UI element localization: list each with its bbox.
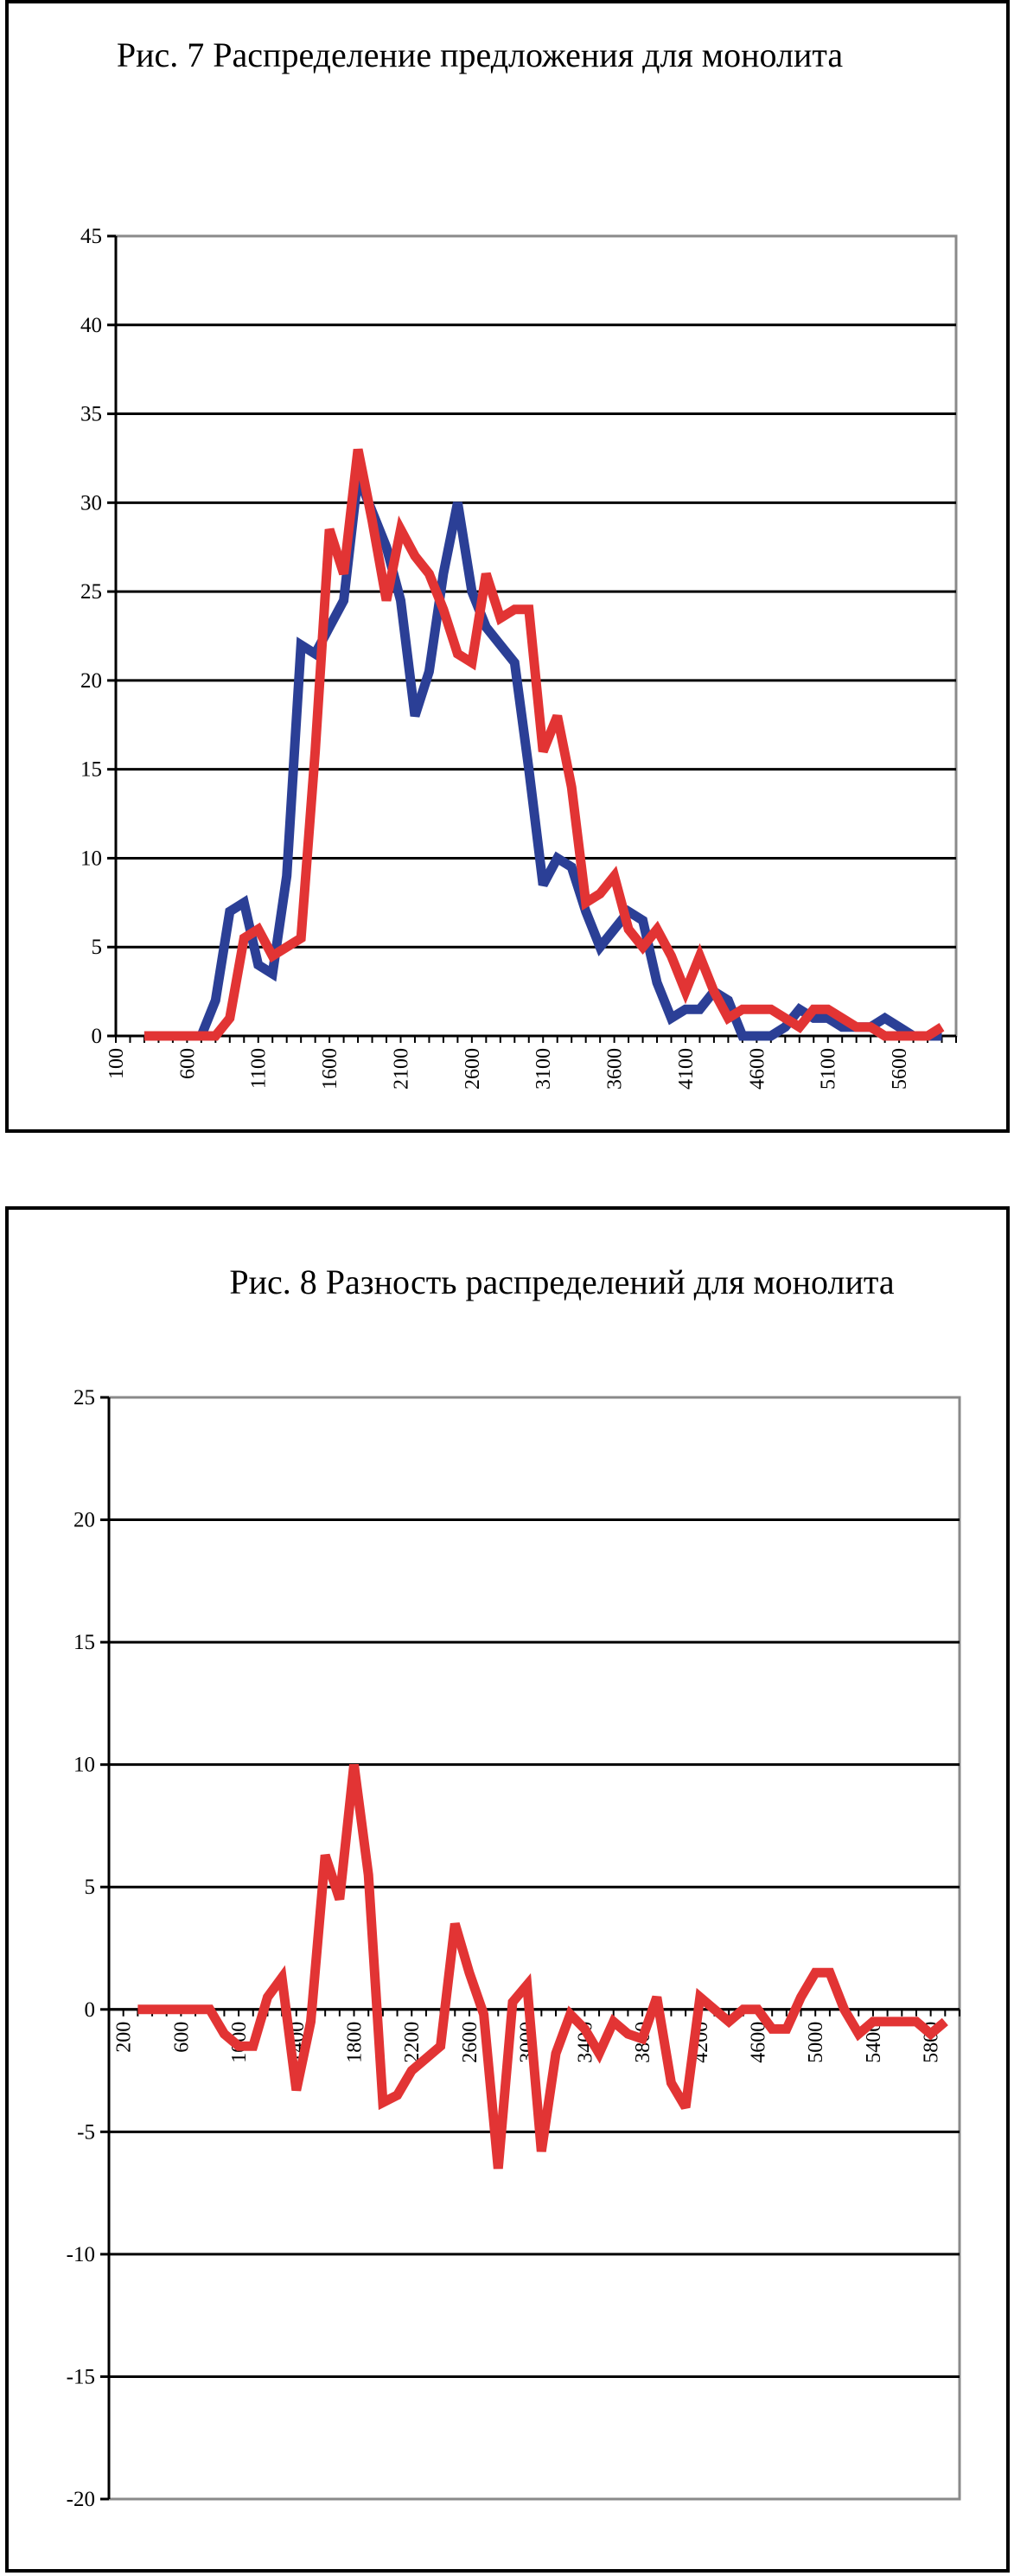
x-tick-label: 200 <box>112 2021 136 2053</box>
x-tick-label: 3400 <box>574 2021 597 2063</box>
x-tick-label: 600 <box>176 1048 200 1079</box>
x-tick-label: 3800 <box>632 2021 655 2063</box>
y-tick-label: 15 <box>73 1631 95 1655</box>
x-tick-label: 2600 <box>461 1048 484 1090</box>
x-tick-label: 2100 <box>390 1048 413 1090</box>
y-tick-label: -5 <box>77 2120 95 2145</box>
x-tick-label: 1000 <box>228 2021 252 2063</box>
y-tick-label: -10 <box>66 2242 95 2266</box>
y-tick-label: 5 <box>91 936 102 960</box>
x-tick-label: 3600 <box>603 1048 627 1090</box>
x-tick-label: 5600 <box>889 1048 912 1090</box>
x-tick-label: 5100 <box>817 1048 840 1090</box>
x-tick-label: 4100 <box>674 1048 698 1090</box>
plot-area <box>109 1397 960 2499</box>
x-tick-label: 2200 <box>401 2021 424 2063</box>
y-tick-label: 40 <box>80 313 102 337</box>
x-tick-label: 2600 <box>458 2021 481 2063</box>
chart-title: Рис. 7 Распределение предложения для монолита <box>116 35 844 74</box>
y-tick-label: -15 <box>66 2365 95 2389</box>
x-tick-label: 1600 <box>319 1048 342 1090</box>
y-tick-label: 25 <box>73 1386 95 1409</box>
x-tick-label: 5000 <box>805 2021 828 2063</box>
x-tick-label: 1400 <box>285 2021 309 2063</box>
y-tick-label: 10 <box>80 847 102 871</box>
x-tick-label: 4200 <box>689 2021 712 2063</box>
y-tick-label: 0 <box>91 1025 102 1048</box>
y-tick-label: 5 <box>84 1876 95 1900</box>
x-tick-label: 5800 <box>920 2021 943 2063</box>
x-tick-label: 3100 <box>533 1048 556 1090</box>
y-tick-label: 0 <box>84 1998 95 2022</box>
y-tick-label: 10 <box>73 1753 95 1777</box>
y-tick-label: 25 <box>80 580 102 604</box>
y-tick-label: 45 <box>80 225 102 248</box>
y-tick-label: 15 <box>80 757 102 782</box>
y-tick-label: 20 <box>73 1508 95 1532</box>
x-tick-label: 5400 <box>862 2021 885 2063</box>
x-tick-label: 4600 <box>747 2021 770 2063</box>
x-tick-label: 3000 <box>516 2021 539 2063</box>
x-tick-label: 4600 <box>746 1048 769 1090</box>
y-tick-label: 30 <box>80 491 102 515</box>
series-line-1 <box>137 1765 945 2169</box>
y-tick-label: -20 <box>66 2488 95 2511</box>
x-tick-label: 1100 <box>247 1048 271 1090</box>
chart-title: Рис. 8 Разность распределений для монолита <box>229 1262 895 1301</box>
y-tick-label: 35 <box>80 402 102 426</box>
x-tick-label: 600 <box>170 2021 194 2053</box>
x-tick-label: 1800 <box>343 2021 367 2063</box>
x-tick-label: 100 <box>105 1048 128 1079</box>
y-tick-label: 20 <box>80 668 102 693</box>
